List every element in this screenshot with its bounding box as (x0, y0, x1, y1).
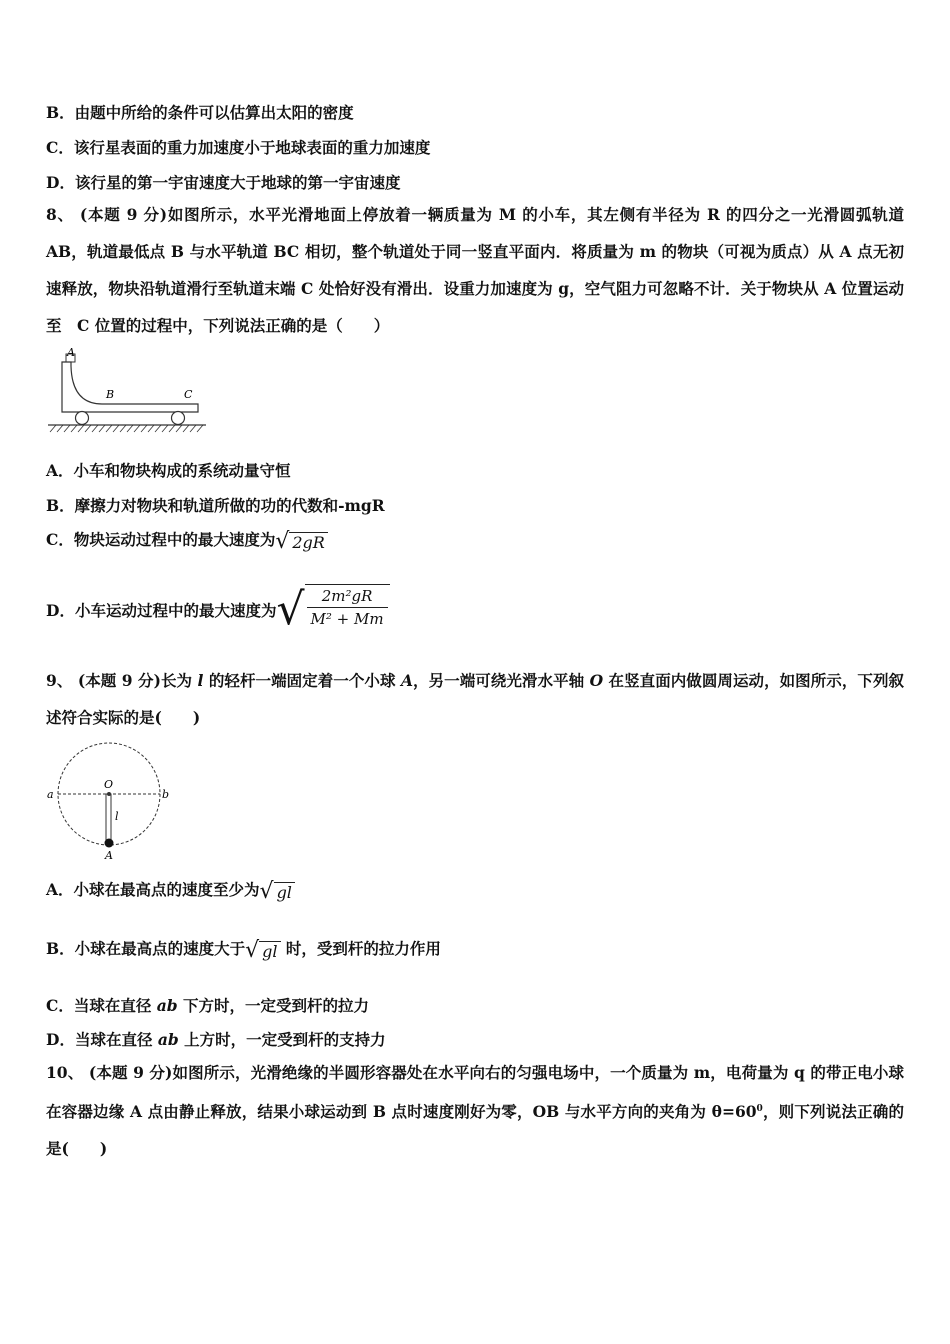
q8-figure-wheel-left (76, 412, 89, 425)
q8-option-d-text: D．小车运动过程中的最大速度为 (46, 601, 277, 620)
q8-figure-label-a: A (67, 346, 75, 359)
q8-option-d-numerator: 2m²gR (307, 587, 388, 608)
q9-option-a-radicand: gl (274, 882, 295, 902)
q8-figure-ground-hatch (50, 425, 203, 432)
q9-option-c-ab: ab (156, 996, 178, 1015)
q8-option-b: B．摩擦力对物块和轨道所做的功的代数和-mgR (46, 496, 385, 515)
q8-option-d-denominator: M² + Mm (310, 610, 384, 628)
q10-stem (46, 1054, 904, 1167)
q9-figure-label-a-left: a (47, 788, 54, 801)
q8-figure-label-c: C (184, 388, 193, 401)
q8-option-c-text: C．物块运动过程中的最大速度为 (46, 530, 276, 549)
q8-option-d-fraction (307, 587, 388, 628)
q9-option-b-text: B．小球在最高点的速度大于 (46, 939, 246, 958)
q10-stem-degree-sup: 0 (756, 1104, 763, 1114)
q9-figure-label-l: l (115, 810, 119, 823)
q9-option-d (46, 1028, 386, 1050)
q9-figure-label-o: O (104, 778, 114, 791)
q7-option-b: B．由题中所给的条件可以估算出太阳的密度 (46, 103, 354, 122)
q9-option-a (46, 878, 295, 904)
q9-option-d-ab: ab (157, 1030, 179, 1049)
q9-option-c (46, 994, 369, 1016)
q9-figure-circle (44, 740, 174, 865)
q9-stem-part2: 的轻杆一端固定着一个小球 (203, 671, 401, 690)
q9-stem-part4: 在竖直面内做圆周运动，如图所示，下列叙述符合实际的是( ) (46, 671, 904, 727)
q9-figure-rod (106, 794, 111, 842)
q9-option-c-pre: C．当球在直径 (46, 996, 157, 1015)
q7-option-d: D．该行星的第一宇宙速度大于地球的第一宇宙速度 (46, 173, 401, 192)
q10-stem-pre: 10、 (本题 9 分)如图所示，光滑绝缘的半圆形容器处在水平向右的匀强电场中，一个质量为 m，电荷量为 q 的带正电小球在容器边缘 A 点由静止释放，结果小球运动到 B 点时速度刚好为零，OB 与水平方向的夹角为 θ=60 (46, 1063, 904, 1122)
q9-figure-label-ball-a: A (105, 849, 113, 862)
q8-option-a: A．小车和物块构成的系统动量守恒 (46, 461, 291, 480)
q9-option-b-tail: 时，受到杆的拉力作用 (280, 939, 441, 958)
q8-figure-wheel-right (172, 412, 185, 425)
q8-figure-label-b: B (106, 388, 115, 401)
q7-option-c: C．该行星表面的重力加速度小于地球表面的重力加速度 (46, 138, 431, 157)
q9-figure-ball (105, 839, 114, 848)
q8-figure-cart-track (44, 346, 210, 436)
q8-stem: 8、 (本题 9 分)如图所示，水平光滑地面上停放着一辆质量为 M 的小车，其左侧有半径为 R 的四分之一光滑圆弧轨道 AB，轨道最低点 B 与水平轨道 BC 相切，整个轨道处于同一竖直平面内．将质量为 m 的物块（可视为质点）从 A 点无初速释放，物块沿轨道滑行至轨道末端 C 处恰好没有滑出．设重力加速度为 g，空气阻力可忽略不计．关于物块从 A 位置运动至 C 位置的过程中，下列说法正确的是（ ） (46, 205, 904, 335)
q9-stem-o: O (589, 671, 604, 690)
q9-option-d-post: 上方时，一定受到杆的支持力 (178, 1030, 386, 1049)
q8-option-c (46, 528, 328, 554)
q9-stem-part3: ，另一端可绕光滑水平轴 (412, 671, 590, 690)
q9-stem-a: A (400, 671, 413, 690)
q9-option-d-pre: D．当球在直径 (46, 1030, 158, 1049)
q9-figure-pivot (107, 792, 111, 796)
q9-option-c-post: 下方时，一定受到杆的拉力 (177, 996, 370, 1015)
q8-figure-track (62, 362, 198, 412)
q10-stem-post: ，则下列说法正确的是( ) (46, 1102, 904, 1159)
q9-option-b (46, 937, 441, 963)
q8-option-d (46, 584, 390, 636)
q9-stem-l: l (197, 671, 204, 690)
q9-option-a-sqrt: √ gl (260, 879, 295, 904)
q9-option-b-sqrt: √ gl (245, 938, 280, 963)
q9-stem-part1: 9、 (本题 9 分)长为 (46, 671, 198, 690)
q8-option-c-radicand: 2gR (289, 532, 327, 552)
q9-option-b-radicand: gl (259, 941, 280, 961)
q8-option-c-sqrt: √ 2gR (275, 529, 328, 554)
q9-figure-label-b-right: b (162, 788, 170, 801)
q8-option-d-sqrt: √ $\frac{\text{2m²gR}}{\text{M² + Mm}}$ (276, 584, 389, 636)
q9-stem (46, 662, 904, 736)
q9-option-a-text: A．小球在最高点的速度至少为 (46, 880, 260, 899)
